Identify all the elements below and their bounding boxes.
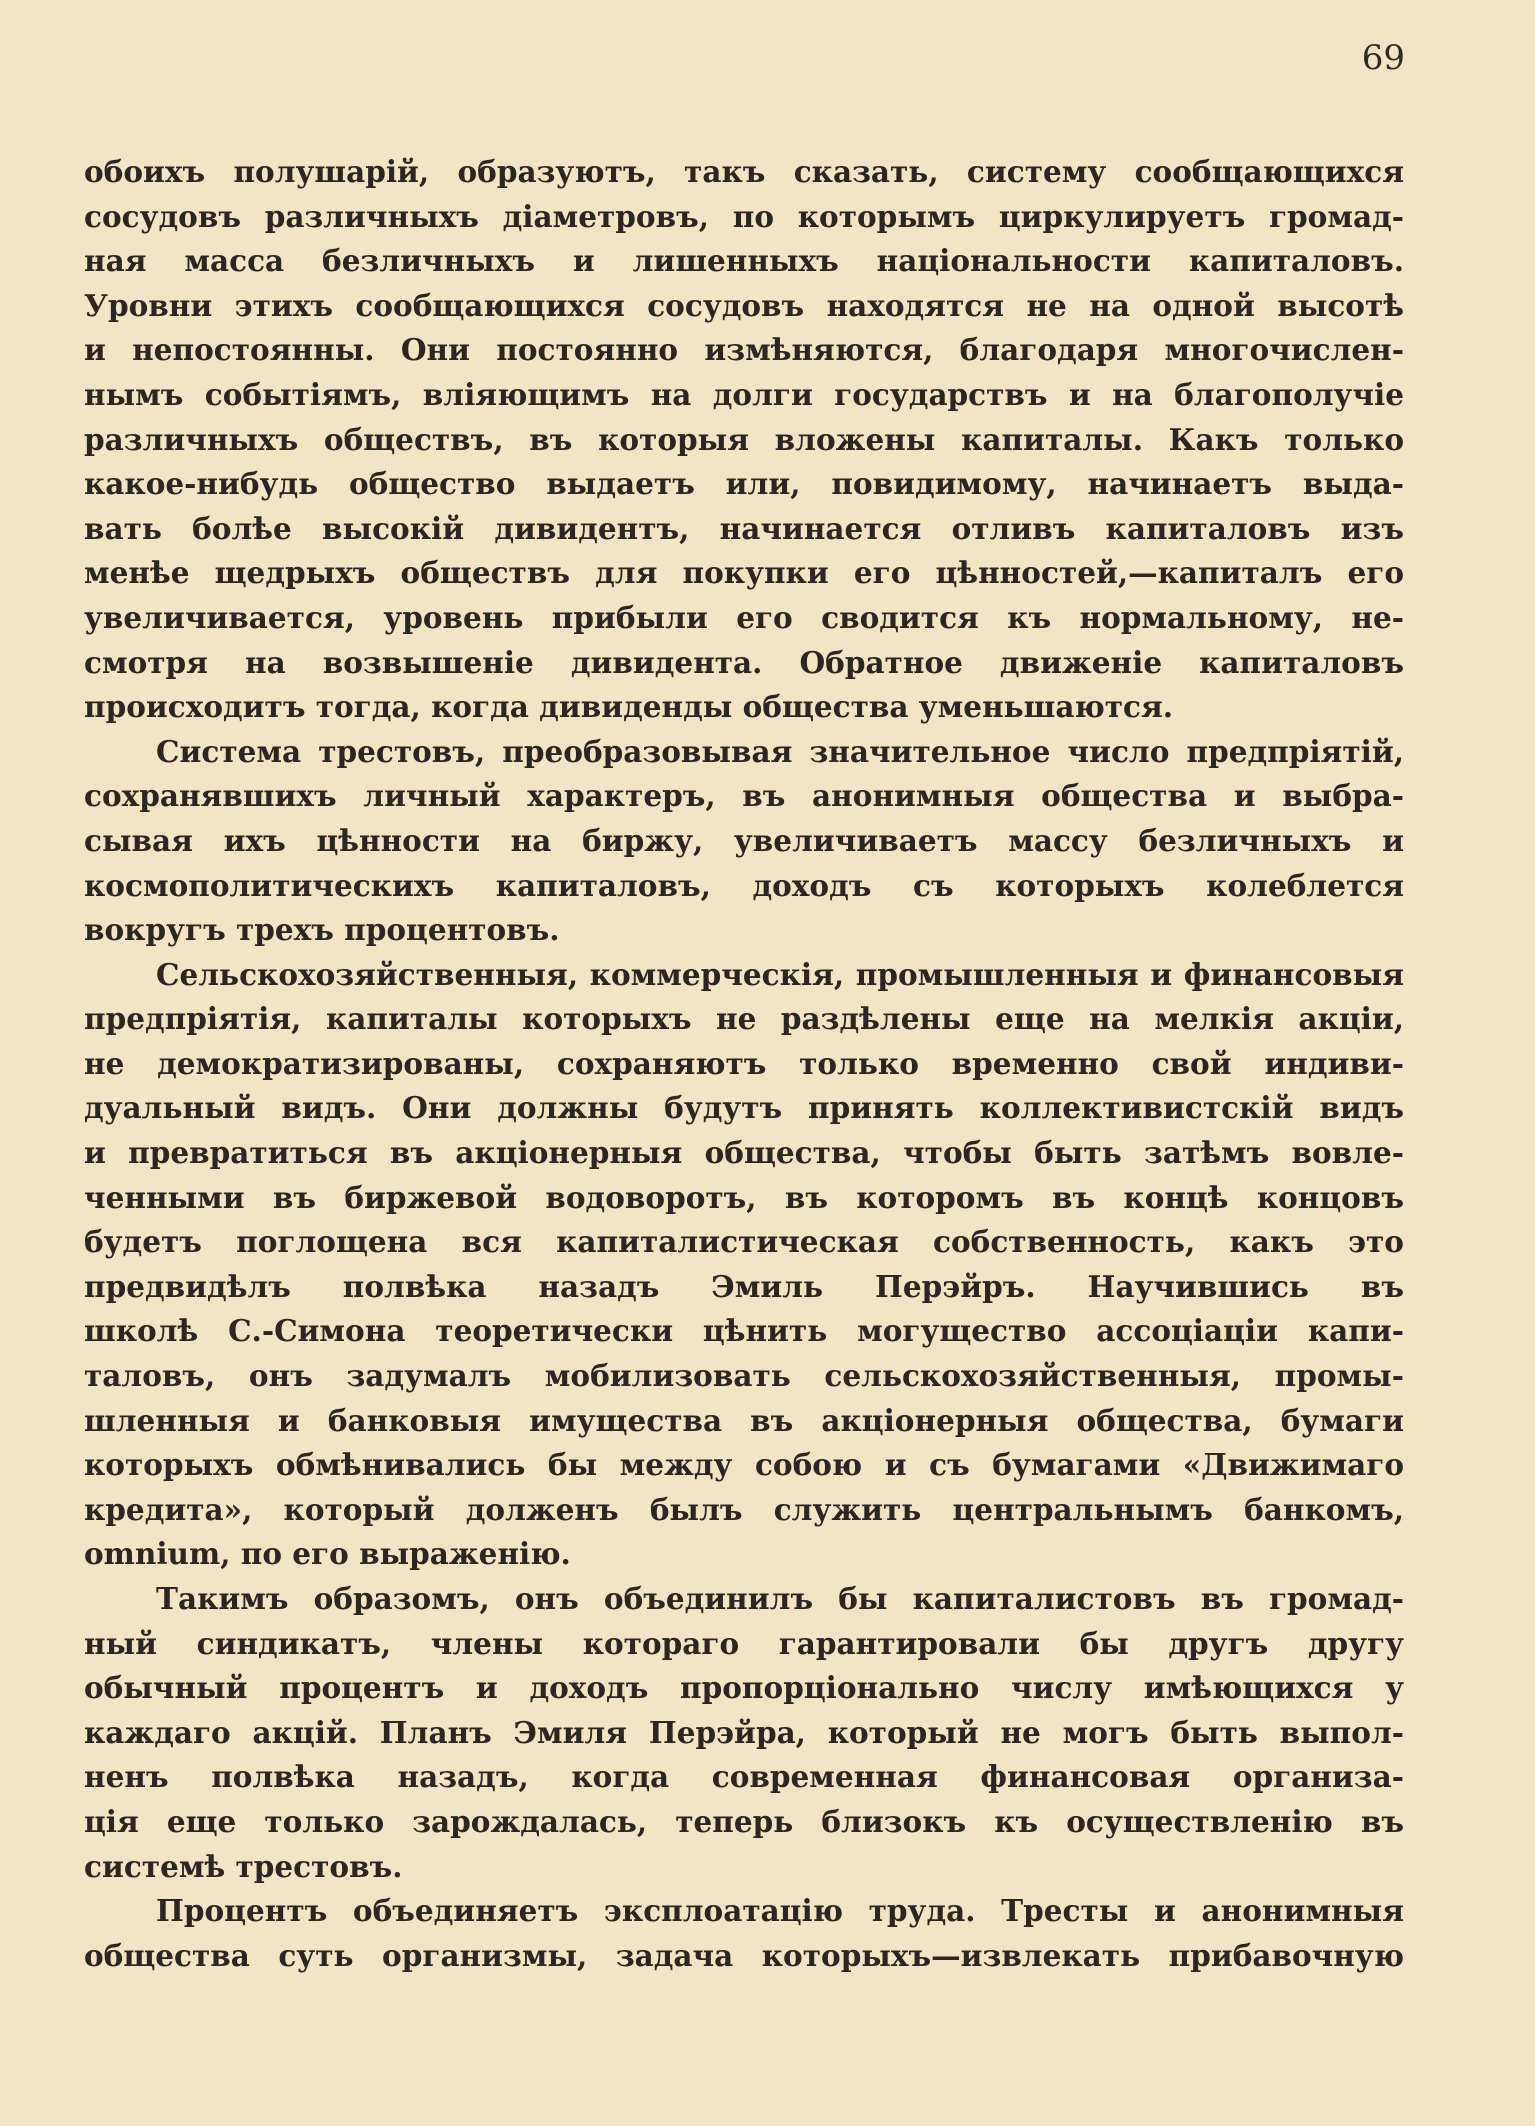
paragraph-first-line: Такимъ образомъ, онъ объединилъ бы капиталистовъ въ громад- bbox=[156, 1581, 1404, 1616]
text-line: общества суть организмы, задача которыхъ—извлекать прибавочную bbox=[84, 1937, 1404, 1973]
text-line: сывая ихъ цѣнности на биржу, увеличиваетъ массу безличныхъ и bbox=[84, 822, 1404, 858]
text-line: Уровни этихъ сообщающихся сосудовъ находятся не на одной высотѣ bbox=[84, 287, 1404, 323]
text-line: не демократизированы, сохраняютъ только временно свой индиви- bbox=[84, 1045, 1404, 1081]
text-line: системѣ трестовъ. bbox=[84, 1848, 403, 1884]
text-line: космополитическихъ капиталовъ, доходъ съ которыхъ колеблется bbox=[84, 867, 1404, 903]
text-line: ченными въ биржевой водоворотъ, въ которомъ въ концѣ концовъ bbox=[84, 1179, 1404, 1215]
text-line: обоихъ полушарій, образуютъ, такъ сказать, систему сообщающихся bbox=[84, 154, 1404, 189]
paragraph-first-line: Сельскохозяйственныя, коммерческія, промышленныя и финансовыя bbox=[156, 956, 1404, 992]
text-line: будетъ поглощена вся капиталистическая собственность, какъ это bbox=[84, 1224, 1404, 1260]
text-line: школѣ С.-Симона теоретически цѣнить могущество ассоціаціи капи- bbox=[84, 1313, 1404, 1349]
text-line: и превратиться въ акціонерныя общества, чтобы быть затѣмъ вовле- bbox=[84, 1135, 1404, 1171]
text-line: происходитъ тогда, когда дивиденды общества уменьшаются. bbox=[84, 689, 1174, 725]
text-line: вать болѣе высокій дивидентъ, начинается отливъ капиталовъ изъ bbox=[84, 510, 1404, 546]
text-line: увеличивается, уровень прибыли его сводится къ нормальному, не- bbox=[84, 599, 1404, 635]
paragraph-first-line: Процентъ объединяетъ эксплоатацію труда. Тресты и анонимныя bbox=[156, 1893, 1404, 1929]
text-line: ный синдикатъ, члены котораго гарантировали бы другъ другу bbox=[84, 1625, 1404, 1661]
page-number: 69 bbox=[1361, 38, 1405, 78]
text-line: каждаго акцій. Планъ Эмиля Перэйра, который не могъ быть выпол- bbox=[84, 1714, 1404, 1750]
text-line: различныхъ обществъ, въ которыя вложены капиталы. Какъ только bbox=[84, 421, 1404, 457]
text-line: предпріятія, капиталы которыхъ не раздѣлены еще на мелкія акціи, bbox=[84, 1001, 1404, 1037]
text-line: ненъ полвѣка назадъ, когда современная финансовая организа- bbox=[84, 1759, 1404, 1795]
text-line: таловъ, онъ задумалъ мобилизовать сельскохозяйственныя, промы- bbox=[84, 1358, 1404, 1394]
text-line: смотря на возвышеніе дивидента. Обратное движеніе капиталовъ bbox=[84, 644, 1404, 680]
text-line: обычный процентъ и доходъ пропорціонально числу имѣющихся у bbox=[84, 1670, 1404, 1706]
text-line: и непостоянны. Они постоянно измѣняются, благодаря многочислен- bbox=[84, 332, 1404, 368]
text-line: нымъ событіямъ, вліяющимъ на долги государствъ и на благополучіе bbox=[84, 376, 1404, 412]
text-line: сохранявшихъ личный характеръ, въ анонимныя общества и выбра- bbox=[84, 778, 1404, 814]
text-line: предвидѣлъ полвѣка назадъ Эмиль Перэйръ. Научившись въ bbox=[84, 1268, 1404, 1304]
text-line: ная масса безличныхъ и лишенныхъ національности капиталовъ. bbox=[84, 243, 1404, 279]
text-line: кредита», который долженъ былъ служить центральнымъ банкомъ, bbox=[84, 1491, 1404, 1527]
text-line: которыхъ обмѣнивались бы между собою и съ бумагами «Движимаго bbox=[84, 1447, 1404, 1483]
text-line: omnium, по его выраженію. bbox=[84, 1536, 571, 1572]
page-text bbox=[84, 150, 1404, 1978]
text-line: сосудовъ различныхъ діаметровъ, по которымъ циркулируетъ громад- bbox=[84, 198, 1404, 234]
text-line: какое-нибудь общество выдаетъ или, повидимому, начинаетъ выда- bbox=[84, 466, 1404, 502]
text-line: менѣе щедрыхъ обществъ для покупки его цѣнностей,—капиталъ его bbox=[84, 555, 1404, 591]
text-line: вокругъ трехъ процентовъ. bbox=[84, 912, 560, 948]
text-line: дуальный видъ. Они должны будутъ принять коллективистскій видъ bbox=[84, 1090, 1404, 1126]
paragraph-first-line: Система трестовъ, преобразовывая значительное число предпріятій, bbox=[156, 733, 1404, 769]
text-line: ція еще только зарождалась, теперь близокъ къ осуществленію въ bbox=[84, 1803, 1404, 1839]
text-line: шленныя и банковыя имущества въ акціонерныя общества, бумаги bbox=[84, 1402, 1404, 1438]
